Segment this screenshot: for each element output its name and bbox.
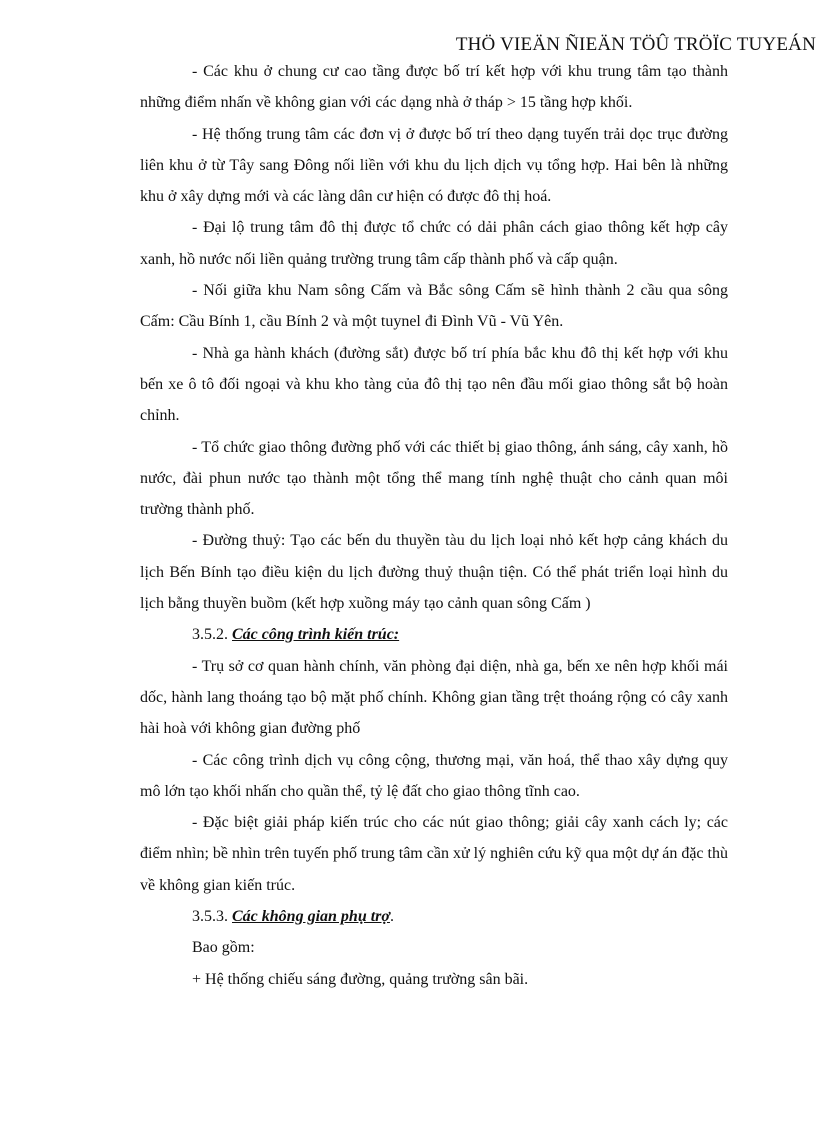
- section-number: 3.5.2.: [192, 626, 232, 644]
- section-title-suffix: .: [389, 908, 394, 926]
- paragraph: - Các khu ở chung cư cao tầng được bố trí kết hợp với khu trung tâm tạo thành những điểm nhấn về không gian với các dạng nhà ở tháp > 15 tầng hợp khối.: [140, 63, 728, 112]
- paragraph: - Tổ chức giao thông đường phố với các thiết bị giao thông, ánh sáng, cây xanh, hồ nước, đài phun nước tạo thành một tổng thể mang tính nghệ thuật cho cảnh quan môi trường thành phố.: [140, 438, 728, 519]
- page-header: THÖ VIEÄN ÑIEÄN TÖÛ TRÖÏC TUYEÁN: [455, 34, 816, 55]
- document-body: [140, 56, 728, 995]
- paragraph: - Đại lộ trung tâm đô thị được tổ chức có dải phân cách giao thông kết hợp cây xanh, hồ nước nối liền quảng trường trung tâm cấp thành phố và cấp quận.: [140, 219, 728, 268]
- section-number: 3.5.3.: [192, 908, 232, 926]
- list-intro: Bao gồm:: [192, 939, 255, 957]
- paragraph: - Đặc biệt giải pháp kiến trúc cho các nút giao thông; giải cây xanh cách ly; các điểm nhìn; bề nhìn trên tuyến phố trung tâm cần xử lý nghiên cứu kỹ qua một dự án đặc thù về không gian kiến trúc.: [140, 814, 728, 894]
- section-heading-3-5-2: [140, 619, 728, 650]
- paragraph: - Trụ sở cơ quan hành chính, văn phòng đại diện, nhà ga, bến xe nên hợp khối mái dốc, hành lang thoáng tạo bộ mặt phố chính. Không gian tầng trệt thoáng rộng có cây xanh hài hoà với không gian đường phố: [140, 657, 728, 738]
- section-title: Các công trình kiến trúc:: [232, 626, 400, 644]
- paragraph: - Các công trình dịch vụ công cộng, thương mại, văn hoá, thể thao xây dựng quy mô lớn tạo khối nhấn cho quần thể, tỷ lệ đất cho giao thông tĩnh cao.: [140, 751, 728, 800]
- section-title: Các không gian phụ trợ: [232, 908, 390, 926]
- section-heading-3-5-3: [140, 901, 728, 932]
- list-item: + Hệ thống chiếu sáng đường, quảng trường sân bãi.: [192, 970, 529, 988]
- paragraph: - Hệ thống trung tâm các đơn vị ở được bố trí theo dạng tuyến trải dọc trục đường liên khu ở từ Tây sang Đông nối liền với khu du lịch dịch vụ tổng hợp. Hai bên là những khu ở xây dựng mới và các làng dân cư hiện có được đô thị hoá.: [140, 125, 728, 206]
- paragraph: - Nối giữa khu Nam sông Cấm và Bắc sông Cấm sẽ hình thành 2 cầu qua sông Cấm: Cầu Bính 1, cầu Bính 2 và một tuynel đi Đình Vũ - Vũ Yên.: [140, 282, 728, 331]
- paragraph: - Nhà ga hành khách (đường sắt) được bố trí phía bắc khu đô thị kết hợp với khu bến xe ô tô đối ngoại và khu kho tàng của đô thị tạo nên đầu mối giao thông sắt bộ hoàn chỉnh.: [140, 344, 728, 425]
- paragraph: - Đường thuỷ: Tạo các bến du thuyền tàu du lịch loại nhỏ kết hợp cảng khách du lịch Bến Bính tạo điều kiện du lịch đường thuỷ thuận tiện. Có thể phát triển loại hình du lịch bằng thuyền buồm (kết hợp xuồng máy tạo cảnh quan sông Cấm ): [140, 532, 728, 613]
